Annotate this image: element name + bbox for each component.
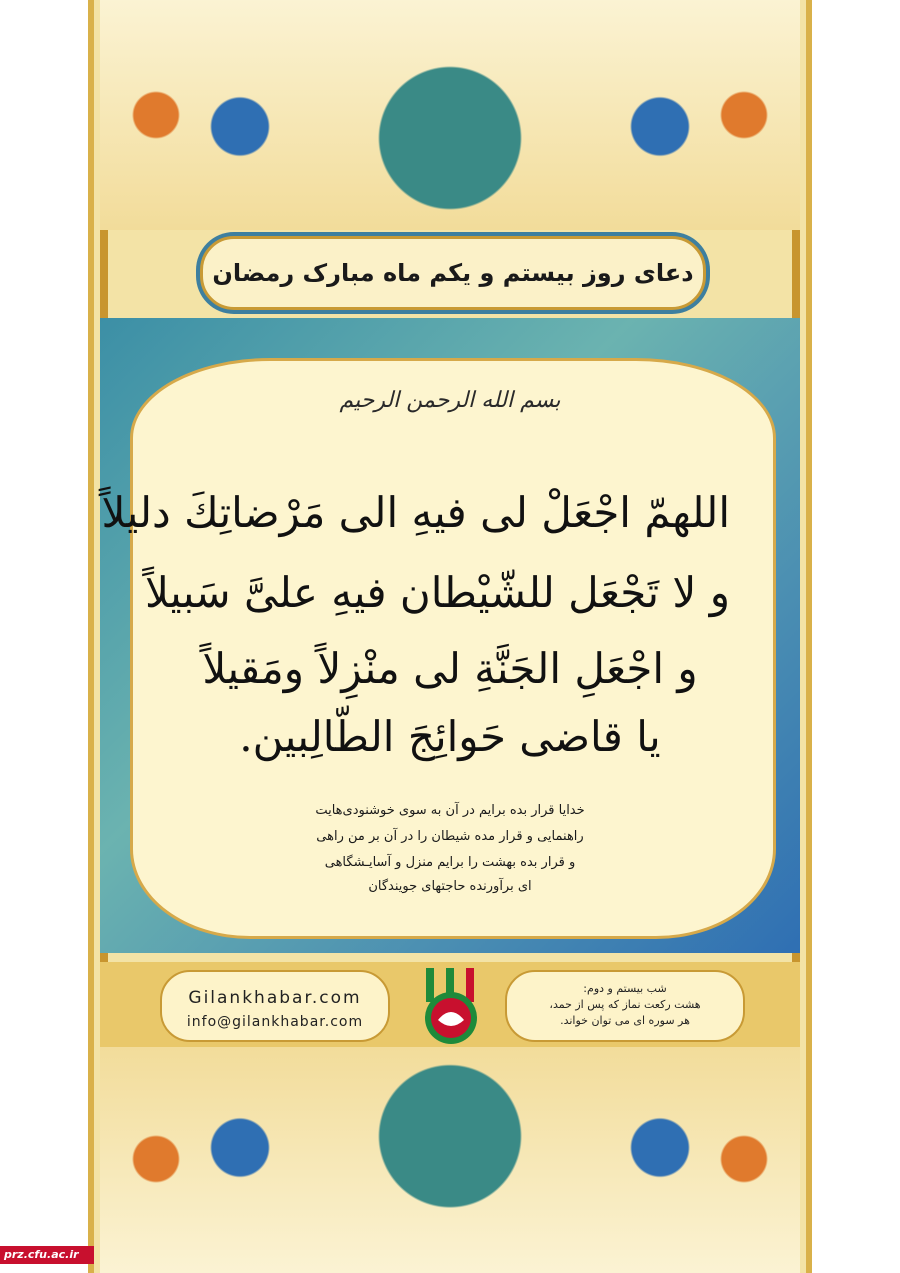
source-badge: prz.cfu.ac.ir <box>0 1246 94 1264</box>
page-title: دعای روز بیستم و یکم ماه مبارک رمضان <box>212 259 694 287</box>
night-prayer-line-1: شب بیستم و دوم: <box>583 982 667 995</box>
bismillah-calligraphy: بسم الله الرحمن الرحیم <box>339 388 561 413</box>
dua-line-4: یا قاضی حَوائِجَ الطّالِبین. <box>239 712 661 761</box>
translation-line-2: راهنمایی و قرار مده شیطان را در آن بر من راهی <box>316 829 584 844</box>
title-banner <box>200 236 706 310</box>
website-link[interactable]: Gilankhabar.com <box>188 988 362 1008</box>
dua-line-3: و اجْعَلِ الجَنَّةِ لی منْزِلاً ومَقیلاً <box>202 644 698 693</box>
night-prayer-line-2: هشت رکعت نماز که پس از حمد، <box>549 998 701 1011</box>
top-floral-ornament <box>100 0 800 230</box>
dua-line-1: اللهمّ اجْعَلْ لی فیهِ الی مَرْضاتِكَ دلیلاً <box>101 488 730 537</box>
translation-line-3: و قرار بده بهشت را برایم منزل و آسایـشگاهی <box>324 855 576 870</box>
translation-line-1: خدایا قرار بده برایم در آن به سوی خوشنودی‌هایت <box>315 803 585 818</box>
translation-line-4: ای برآورنده حاجتهای جویندگان <box>368 879 532 894</box>
gilankhabar-logo-icon <box>420 968 482 1046</box>
bottom-floral-ornament <box>100 1045 800 1273</box>
email-link[interactable]: info@gilankhabar.com <box>186 1014 364 1030</box>
night-prayer-line-3: هر سوره ای می توان خواند. <box>560 1014 690 1027</box>
dua-line-2: و لا تَجْعَل للشّیْطان فیهِ علیَّ سَبیلاً <box>145 568 730 617</box>
